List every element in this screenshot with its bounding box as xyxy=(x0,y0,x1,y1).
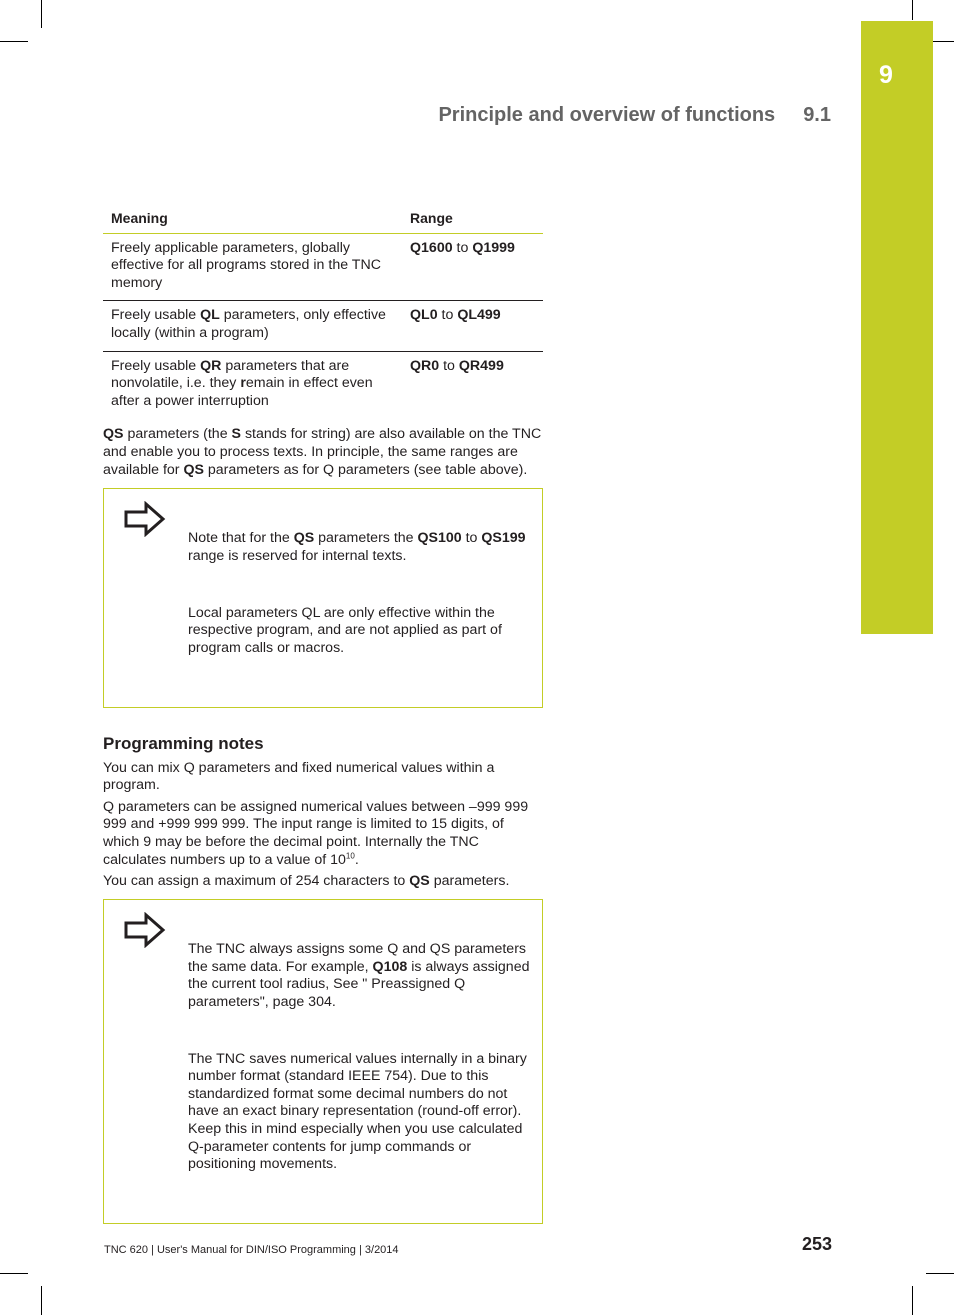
section-heading: Programming notes xyxy=(103,733,264,753)
right-arrow-icon xyxy=(124,501,166,537)
superscript: 10 xyxy=(345,850,355,860)
note-text xyxy=(186,900,542,1223)
text: The TNC always assigns some Q and QS parameters the same data. For example, xyxy=(188,941,530,975)
text: parameters. xyxy=(429,873,510,890)
meaning-text: Freely usable xyxy=(111,307,201,324)
parameter-table xyxy=(103,208,543,418)
note-box xyxy=(103,899,543,1224)
range-to: QL499 xyxy=(457,307,501,324)
meaning-bold: QL xyxy=(200,307,220,324)
bold-term: QS xyxy=(409,873,430,890)
column-header-meaning: Meaning xyxy=(103,208,402,233)
range-from: QR0 xyxy=(410,357,440,374)
meaning-text: parameters that are nonvolatile, i.e. they xyxy=(111,357,354,392)
page-content xyxy=(103,208,546,1224)
text: parameters (the xyxy=(123,426,232,443)
crop-mark xyxy=(933,41,954,42)
range-to-word: to xyxy=(452,239,473,256)
note-icon-column xyxy=(104,900,186,1223)
text: Q parameters can be assigned numerical values between –999 999 999 and +999 999 999. The input range is limited to 15 digits, of which 9 may be before the decimal point. Internally the TNC calculates numbers up to a value of 10 xyxy=(103,798,529,868)
bold-term: QS xyxy=(183,461,204,478)
section-title: Principle and overview of functions xyxy=(438,104,776,126)
note-paragraph: Local parameters QL are only effective within the respective program, and are not applied as part of program calls or macros. xyxy=(188,604,506,656)
running-head xyxy=(438,104,831,127)
range-from: Q1600 xyxy=(410,239,453,256)
bold-term: Q108 xyxy=(372,958,408,975)
body-paragraph: You can mix Q parameters and fixed numerical values within a program. xyxy=(103,759,495,794)
text: parameters as for Q parameters (see table above). xyxy=(203,461,528,478)
column-header-range: Range xyxy=(402,208,543,233)
range-cell xyxy=(402,351,543,418)
right-arrow-icon xyxy=(124,912,166,948)
chapter-number: 9 xyxy=(879,61,893,89)
meaning-bold: QR xyxy=(200,357,222,374)
meaning-cell xyxy=(103,351,402,418)
crop-mark xyxy=(0,1273,28,1274)
note-paragraph: The TNC saves numerical values internally in a binary number format (standard IEEE 754). Due to this standardized format some decimal numbers do not have an exact binary representation (round-off error). Keep this in mind especially when you use calculated Q-parameter contents for jump commands or positioning movements. xyxy=(188,1050,531,1173)
range-cell xyxy=(402,301,543,351)
crop-mark xyxy=(926,1273,954,1274)
text: stands for string) are also available on the TNC and enable you to process texts. In principle, the same ranges are available for xyxy=(103,426,546,478)
table-row xyxy=(103,233,543,301)
chapter-tab xyxy=(861,21,933,634)
table-row xyxy=(103,301,543,351)
page-number: 253 xyxy=(802,1234,833,1254)
table-header-row xyxy=(103,208,543,233)
range-to-word: to xyxy=(439,357,459,374)
bold-term: QS xyxy=(293,530,315,547)
note-icon-column xyxy=(104,489,186,707)
range-to: QR499 xyxy=(458,357,504,374)
range-cell xyxy=(402,233,543,301)
meaning-text: emain in effect even after a power interruption xyxy=(111,375,373,409)
crop-mark xyxy=(912,0,913,20)
bold-term: QS199 xyxy=(481,530,526,547)
text: range is reserved for internal texts. xyxy=(188,530,530,564)
range-to: Q1999 xyxy=(472,239,515,256)
text: parameters the xyxy=(314,530,418,547)
meaning-cell xyxy=(103,233,402,301)
text: to xyxy=(461,530,482,547)
bold-term: S xyxy=(231,426,241,443)
range-from: QL0 xyxy=(410,307,438,324)
range-to-word: to xyxy=(437,307,458,324)
meaning-text: Freely usable xyxy=(111,357,201,374)
meaning-text: parameters, only effective locally (within a program) xyxy=(111,307,390,341)
section-number: 9.1 xyxy=(803,104,831,126)
footer-text: TNC 620 | User's Manual for DIN/ISO Programming | 3/2014 xyxy=(104,1244,399,1256)
text: is always assigned the current tool radius, See " Preassigned Q parameters", page 304. xyxy=(188,958,534,1010)
qs-paragraph xyxy=(103,426,546,479)
note-paragraph xyxy=(188,941,534,1011)
body-paragraph xyxy=(103,799,543,869)
body-paragraph xyxy=(103,873,543,891)
note-box xyxy=(103,488,543,708)
text: You can assign a maximum of 254 characters to xyxy=(103,873,410,890)
crop-mark xyxy=(912,1286,913,1315)
note-text xyxy=(186,489,542,707)
meaning-cell xyxy=(103,301,402,351)
crop-mark xyxy=(41,1286,42,1315)
text: Note that for the xyxy=(188,530,294,547)
table-row xyxy=(103,351,543,418)
crop-mark xyxy=(0,41,28,42)
bold-term: QS xyxy=(103,426,124,443)
text: . xyxy=(354,851,359,868)
meaning-bold: r xyxy=(240,375,246,392)
meaning-text: Freely applicable parameters, globally effective for all programs stored in the TNC memory xyxy=(111,239,381,291)
note-paragraph xyxy=(188,530,534,565)
bold-term: QS100 xyxy=(417,530,462,547)
crop-mark xyxy=(41,0,42,28)
